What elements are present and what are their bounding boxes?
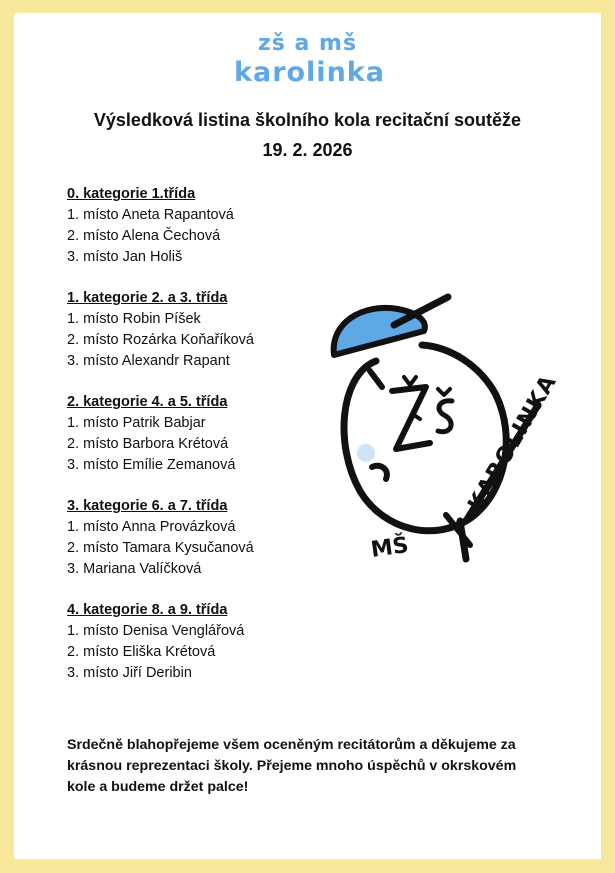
category-0 bbox=[67, 184, 367, 268]
title-date: 19. 2. 2026 bbox=[262, 140, 353, 160]
closing-message bbox=[67, 735, 567, 798]
result-entry: 1. místo Anna Provázková bbox=[67, 519, 236, 535]
karolinka-mascot-logo bbox=[310, 295, 562, 575]
result-entry: 2. místo Barbora Krétová bbox=[67, 436, 229, 452]
result-entry: 3. Mariana Valíčková bbox=[67, 561, 202, 577]
logo-line1: zš a mš bbox=[257, 31, 358, 56]
category-heading: 4. kategorie 8. a 9. třída bbox=[67, 602, 228, 618]
result-entry: 1. místo Denisa Venglářová bbox=[67, 623, 245, 639]
result-entry: 2. místo Tamara Kysučanová bbox=[67, 540, 254, 556]
mascot-s-letter bbox=[438, 401, 452, 432]
closing-line3: kole a budeme držet palce! bbox=[67, 779, 249, 795]
document-page bbox=[14, 13, 601, 859]
result-entry: 3. místo Jiří Deribin bbox=[67, 665, 192, 681]
mascot-karolinka-text: KAROLINKA bbox=[463, 370, 562, 516]
mascot-ms-text: MŠ bbox=[369, 532, 411, 563]
closing-line2: krásnou reprezentaci školy. Přejeme mnoho úspěchů v okrskovém bbox=[67, 758, 517, 774]
title-line1: Výsledková listina školního kola recitační soutěže bbox=[93, 110, 522, 130]
mascot-k-stroke bbox=[460, 521, 466, 559]
mascot-z-letter bbox=[392, 387, 430, 449]
category-heading: 2. kategorie 4. a 5. třída bbox=[67, 394, 228, 410]
mascot-cheek bbox=[357, 444, 375, 462]
result-entry: 1. místo Robin Píšek bbox=[67, 311, 201, 327]
result-entry: 3. místo Alexandr Rapant bbox=[67, 353, 230, 369]
category-4 bbox=[67, 600, 367, 684]
result-entry: 1. místo Aneta Rapantová bbox=[67, 207, 234, 223]
school-logo bbox=[14, 31, 601, 89]
page-title bbox=[14, 105, 601, 165]
result-entry: 2. místo Rozárka Koňaříková bbox=[67, 332, 254, 348]
logo-line2: karolinka bbox=[234, 57, 385, 88]
category-heading: 1. kategorie 2. a 3. třída bbox=[67, 290, 228, 306]
category-heading: 3. kategorie 6. a 7. třída bbox=[67, 498, 228, 514]
result-entry: 2. místo Eliška Krétová bbox=[67, 644, 216, 660]
result-entry: 2. místo Alena Čechová bbox=[67, 228, 221, 244]
result-entry: 3. místo Jan Holiš bbox=[67, 249, 183, 265]
result-entry: 3. místo Emílie Zemanová bbox=[67, 457, 236, 473]
category-heading: 0. kategorie 1.třída bbox=[67, 186, 196, 202]
result-entry: 1. místo Patrik Babjar bbox=[67, 415, 206, 431]
closing-line1: Srdečně blahopřejeme všem oceněným recitátorům a děkujeme za bbox=[67, 737, 516, 753]
